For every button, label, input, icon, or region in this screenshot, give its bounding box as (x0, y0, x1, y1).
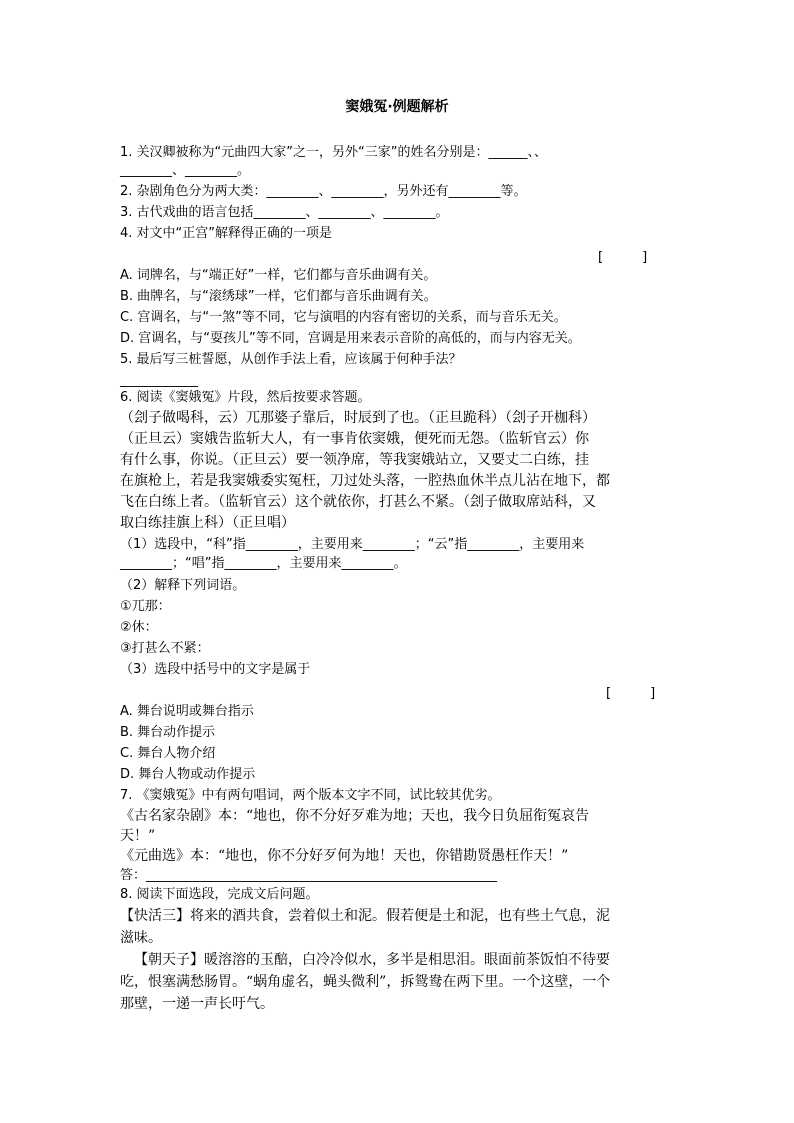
term-2: ②休： (120, 620, 158, 635)
term-1: ①兀那： (120, 599, 171, 614)
answer-line-5: ____________ (120, 373, 198, 388)
option-6c: C. 舞台人物介绍 (120, 746, 216, 761)
term-3: ③打甚么不紧： (120, 641, 210, 656)
passage-6-line-5: 飞在白练上者。（监斩官云）这个就依你，打甚么不紧。（刽子做取席站科，又 (120, 494, 596, 510)
option-4c: C. 宫调名，与“一煞”等不同，它与演唱的内容有密切的关系，而与音乐无关。 (120, 310, 567, 325)
version-1-line-2: 天！” (120, 828, 156, 844)
question-6-1-line-1: （1）选段中，“科”指________，主要用来________；“云”指________，主要用来 (120, 537, 585, 552)
answer-line-7: 答：______________________________________________________ (120, 868, 498, 883)
question-5: 5. 最后写三桩誓愿，从创作手法上看，应该属于何种手法？ (120, 352, 462, 367)
question-3: 3. 古代戏曲的语言包括________、________、________。 (120, 205, 449, 220)
excerpt-line-3: 【朝天子】暖溶溶的玉醅，白冷冷似水，多半是相思泪。眼面前茶饭怕不待要 (134, 952, 610, 968)
question-4: 4. 对文中“正宫”解释得正确的一项是 (120, 226, 333, 241)
passage-6-line-3: 有什么事，你说。（正旦云）要一领净席，等我窦娥站立，又要丈二白练，挂 (120, 452, 589, 468)
answer-bracket-4: [ ] (598, 250, 648, 265)
excerpt-line-4: 吃，恨塞满愁肠胃。“蜗角虚名，蝇头微利”，拆鸳鸯在两下里。一个这壁，一个 (120, 974, 611, 990)
passage-6-line-4: 在旗枪上，若是我窦娥委实冤枉，刀过处头落，一腔热血休半点儿沾在地下，都 (120, 473, 610, 489)
option-6d: D. 舞台人物或动作提示 (120, 767, 256, 782)
option-4b: B. 曲牌名，与“滚绣球”一样，它们都与音乐曲调有关。 (120, 289, 437, 304)
version-2: 《元曲选》本：“地也，你不分好歹何为地！天也，你错勘贤愚枉作天！” (120, 848, 569, 864)
passage-6-line-6: 取白练挂旗上科）（正旦唱） (120, 515, 295, 531)
question-1-line-1: 1. 关汉卿被称为“元曲四大家”之一，另外“三家”的姓名分别是：______、、 (120, 145, 547, 160)
option-6b: B. 舞台动作提示 (120, 725, 216, 740)
question-2: 2. 杂剧角色分为两大类：________、________，另外还有________等。 (120, 184, 527, 199)
excerpt-line-2: 滋味。 (120, 930, 162, 946)
question-1-line-2: ________、________。 (120, 163, 251, 178)
question-6-2: （2）解释下列词语。 (120, 578, 246, 593)
question-6-3: （3）选段中括号中的文字是属于 (120, 662, 311, 677)
passage-6-line-1: （刽子做喝科，云）兀那婆子靠后，时辰到了也。（正旦跪科）（刽子开枷科） (120, 410, 596, 426)
question-6-1-line-2: ________；“唱”指________，主要用来________。 (120, 556, 407, 571)
option-4a: A. 词牌名，与“端正好”一样，它们都与音乐曲调有关。 (120, 268, 437, 283)
version-1-line-1: 《古名家杂剧》本：“地也，你不分好歹难为地；天也，我今日负屈衔冤哀告 (120, 808, 590, 824)
excerpt-line-5: 那壁，一递一声长吁气。 (120, 996, 274, 1012)
option-4d: D. 宫调名，与“耍孩儿”等不同，宫调是用来表示音阶的高低的，而与内容无关。 (120, 331, 581, 346)
page-title: 窦娥冤·例题解析 (345, 99, 449, 115)
question-7: 7. 《窦娥冤》中有两句唱词，两个版本文字不同，试比较其优劣。 (120, 788, 501, 803)
option-6a: A. 舞台说明或舞台指示 (120, 704, 254, 719)
question-8: 8. 阅读下面选段，完成文后问题。 (120, 887, 319, 902)
passage-6-line-2: （正旦云）窦娥告监斩大人，有一事肯依窦娥，便死而无怨。（监斩官云）你 (120, 431, 589, 447)
answer-bracket-6-3: [ ] (606, 686, 656, 701)
question-6: 6. 阅读《窦娥冤》片段，然后按要求答题。 (120, 390, 371, 405)
excerpt-line-1: 【快活三】将来的酒共食，尝着似土和泥。假若便是土和泥，也有些土气息，泥 (120, 908, 610, 924)
